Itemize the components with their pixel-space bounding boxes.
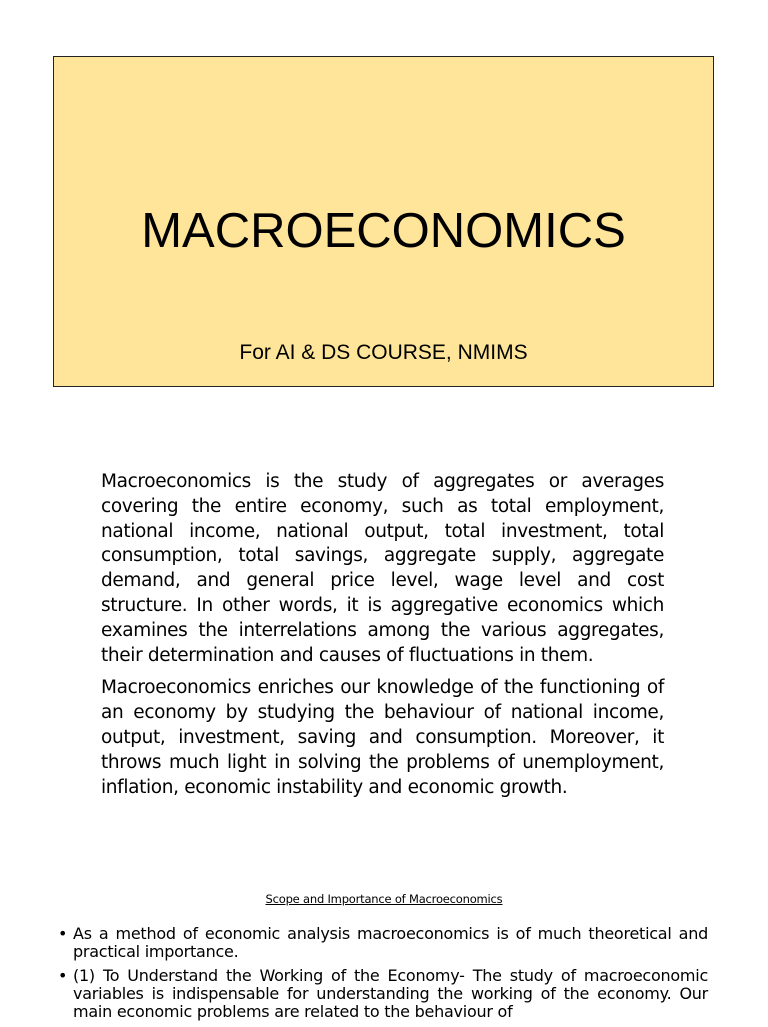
definition-paragraph: Macroeconomics is the study of aggregates or averages covering the entire economy, such as total employment, national income, national output, total investment, total consumption, total savings, aggregate supply, aggregate demand, and general price level, wage level and cost structure. In other words, it is aggregative economics which examines the interrelations among the various aggregates, their determination and causes of fluctuations in them. [101, 471, 664, 666]
definition-section [101, 470, 664, 808]
bullet-icon: • [58, 966, 68, 985]
list-item [58, 925, 708, 961]
scope-bullet-list [58, 925, 708, 1027]
scope-heading: Scope and Importance of Macroeconomics [265, 892, 503, 906]
title-slide [53, 56, 714, 387]
importance-paragraph: Macroeconomics enriches our knowledge of the functioning of an economy by studying the behaviour of national income, output, investment, saving and consumption. Moreover, it throws much light in solving the problems of unemployment, inflation, economic instability and economic growth. [101, 677, 664, 798]
list-item [58, 967, 708, 1021]
slide-title: MACROECONOMICS [141, 204, 626, 258]
bullet-text: As a method of economic analysis macroeconomics is of much theoretical and practical importance. [73, 924, 708, 961]
bullet-text: (1) To Understand the Working of the Economy- The study of macroeconomic variables is indispensable for understanding the working of the economy. Our main economic problems are related to the behaviour of [73, 966, 708, 1021]
slide-subtitle: For AI & DS COURSE, NMIMS [239, 341, 528, 364]
bullet-icon: • [58, 924, 68, 943]
